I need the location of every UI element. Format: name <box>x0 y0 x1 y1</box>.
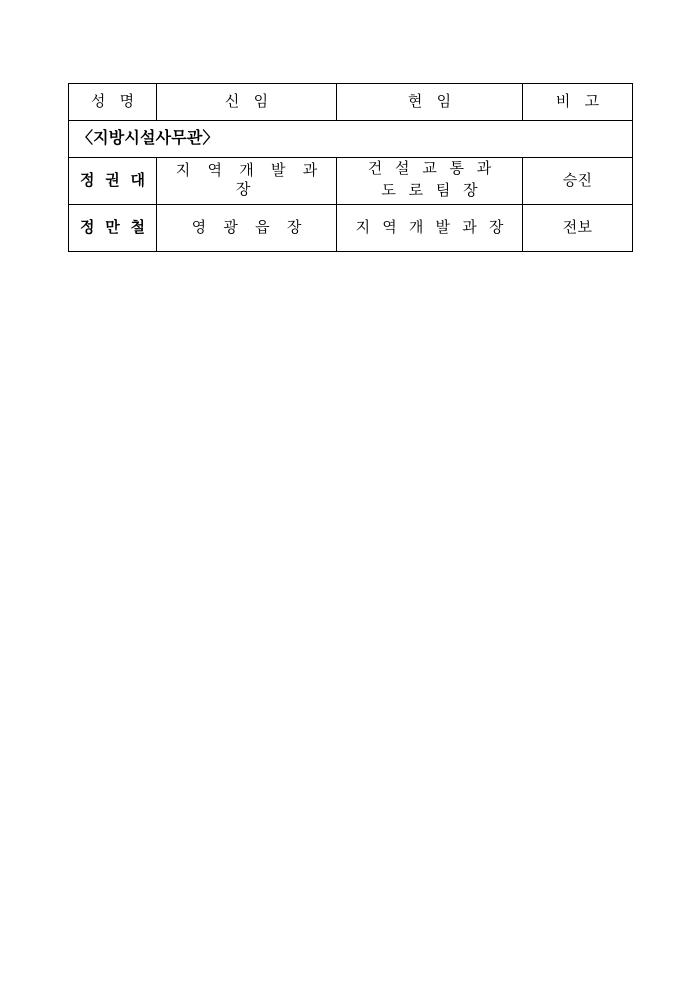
cell-current-position-line1: 건 설 교 통 과 <box>367 161 496 178</box>
cell-current-position: 지 역 개 발 과 장 <box>337 205 523 252</box>
cell-name: 정 권 대 <box>69 158 157 205</box>
personnel-table <box>68 83 633 252</box>
cell-name: 정 만 철 <box>69 205 157 252</box>
header-cell-note: 비 고 <box>523 84 633 121</box>
table-header-row <box>69 84 633 121</box>
cell-new-position: 영 광 읍 장 <box>157 205 337 252</box>
table-section-row <box>69 121 633 158</box>
table-row <box>69 205 633 252</box>
header-cell-new: 신 임 <box>157 84 337 121</box>
section-label: 〈지방시설사무관〉 <box>69 121 633 158</box>
cell-current-position-line2: 도 로 팀 장 <box>381 183 483 199</box>
cell-new-position: 지 역 개 발 과 장 <box>157 158 337 205</box>
cell-note: 승진 <box>523 158 633 205</box>
header-cell-name: 성 명 <box>69 84 157 121</box>
cell-current-position <box>337 158 523 205</box>
header-cell-current: 현 임 <box>337 84 523 121</box>
cell-note: 전보 <box>523 205 633 252</box>
table-row <box>69 158 633 205</box>
